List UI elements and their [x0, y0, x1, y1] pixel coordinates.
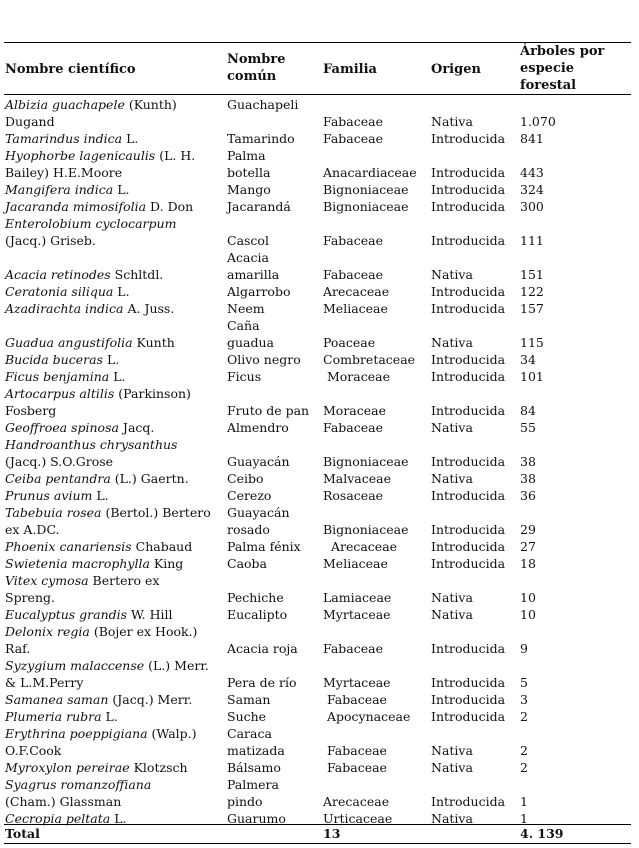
scientific-name-binomial: Phoenix canariensis: [5, 539, 132, 554]
scientific-name-author: L.: [113, 182, 130, 197]
table-row: [4, 266, 631, 283]
common-name-line2: Pechiche: [227, 590, 284, 605]
scientific-name: [5, 776, 225, 793]
scientific-name-author: Bertero ex: [88, 573, 160, 588]
scientific-name-binomial: Swietenia macrophylla: [5, 556, 150, 571]
scientific-name-author-line2: Fosberg: [5, 403, 57, 418]
header-common-name-line1: Nombre: [227, 52, 286, 67]
scientific-name: [5, 572, 225, 589]
table-row: [4, 300, 631, 317]
origin-cell: Introducida: [431, 403, 506, 418]
common-name: Caña: [227, 318, 260, 333]
scientific-name-author: L.: [92, 488, 109, 503]
common-name: Palmera: [227, 777, 279, 792]
common-name-line2: Cascol: [227, 233, 269, 248]
table-row: [4, 504, 631, 538]
scientific-name-author: (Walp.): [147, 726, 197, 741]
scientific-name-binomial: Eucalyptus grandis: [5, 607, 128, 622]
table-row: [4, 385, 631, 419]
scientific-name: [5, 657, 225, 674]
scientific-name-binomial: Hyophorbe lagenicaulis: [5, 148, 156, 163]
scientific-name-author: (Jacq.) Merr.: [108, 692, 193, 707]
origin-cell: Introducida: [431, 131, 506, 146]
scientific-name: [5, 708, 225, 725]
scientific-name: [5, 198, 225, 215]
scientific-name: [5, 300, 225, 317]
scientific-name-author: W. Hill: [127, 607, 173, 622]
scientific-name-binomial: Tamarindus indica: [5, 131, 123, 146]
scientific-name: [5, 130, 225, 147]
origin-cell: Introducida: [431, 369, 506, 384]
scientific-name-author: Klotzsch: [129, 760, 188, 775]
scientific-name: [5, 368, 225, 385]
scientific-name-author: L.: [102, 352, 120, 367]
scientific-name-binomial: Albizia guachapele: [5, 97, 125, 112]
common-name: Saman: [227, 692, 271, 707]
origin-cell: Introducida: [431, 692, 506, 707]
origin-cell: Introducida: [431, 165, 506, 180]
family-cell: Combretaceae: [323, 352, 416, 367]
scientific-name-author: (L. H.: [155, 148, 196, 163]
table-row: [4, 759, 631, 776]
origin-cell: Introducida: [431, 556, 506, 571]
tree-count-cell: 300: [520, 199, 544, 214]
family-cell: Fabaceae: [323, 641, 383, 656]
scientific-name-binomial: Ceratonia siliqua: [5, 284, 114, 299]
scientific-name-binomial: Cecropia peltata: [5, 811, 111, 826]
table-row: [4, 198, 631, 215]
family-cell: Myrtaceae: [323, 607, 391, 622]
scientific-name-author: (L.) Gaertn.: [110, 471, 189, 486]
common-name: Caoba: [227, 556, 267, 571]
scientific-name-author-line2: Dugand: [5, 114, 55, 129]
common-name: Guayacán: [227, 505, 290, 520]
table-row: [4, 470, 631, 487]
common-name-line2: botella: [227, 165, 271, 180]
family-cell: Fabaceae: [323, 233, 383, 248]
scientific-name-binomial: Vitex cymosa: [5, 573, 89, 588]
origin-cell: Introducida: [431, 522, 506, 537]
scientific-name-author-line2: Bailey) H.E.Moore: [5, 165, 123, 180]
scientific-name-binomial: Delonix regia: [5, 624, 90, 639]
scientific-name-author: Kunth: [132, 335, 175, 350]
scientific-name-author: (Bojer ex Hook.): [89, 624, 198, 639]
table-row: [4, 606, 631, 623]
tree-count-cell: 841: [520, 131, 544, 146]
scientific-name-author-line2: (Cham.) Glassman: [5, 794, 122, 809]
scientific-name: [5, 147, 225, 164]
header-trees-line3: forestal: [520, 78, 577, 93]
header-family: Familia: [323, 62, 377, 77]
table-row: [4, 725, 631, 759]
tree-count-cell: 10: [520, 607, 536, 622]
tree-count-cell: 36: [520, 488, 536, 503]
origin-cell: Introducida: [431, 301, 506, 316]
tree-count-cell: 3: [520, 692, 528, 707]
scientific-name-binomial: Syzygium malaccense: [5, 658, 145, 673]
scientific-name-binomial: Enterolobium cyclocarpum: [5, 216, 177, 231]
scientific-name: [5, 215, 225, 232]
origin-cell: Introducida: [431, 454, 506, 469]
tree-count-cell: 27: [520, 539, 536, 554]
scientific-name: [5, 385, 225, 402]
family-cell: Arecaceae: [323, 539, 398, 554]
tree-count-cell: 1: [520, 794, 528, 809]
common-name: Palma fénix: [227, 539, 301, 554]
family-cell: Fabaceae: [323, 420, 383, 435]
family-cell: Anacardiaceae: [323, 165, 417, 180]
tree-count-cell: 157: [520, 301, 544, 316]
scientific-name-author-line2: ex A.DC.: [5, 522, 60, 537]
common-name: Olivo negro: [227, 352, 301, 367]
origin-cell: Nativa: [431, 420, 473, 435]
origin-cell: Nativa: [431, 743, 473, 758]
scientific-name: [5, 436, 225, 453]
scientific-name-author: Chabaud: [131, 539, 193, 554]
tree-count-cell: 1: [520, 811, 528, 826]
origin-cell: Introducida: [431, 284, 506, 299]
origin-cell: Nativa: [431, 471, 473, 486]
tree-count-cell: 84: [520, 403, 536, 418]
scientific-name: [5, 419, 225, 436]
family-cell: Fabaceae: [323, 114, 383, 129]
common-name: Guarumo: [227, 811, 286, 826]
origin-cell: Nativa: [431, 811, 473, 826]
scientific-name: [5, 623, 225, 640]
family-cell: Fabaceae: [323, 267, 383, 282]
scientific-name: [5, 759, 225, 776]
family-cell: Bignoniaceae: [323, 199, 409, 214]
family-cell: Arecaceae: [323, 284, 390, 299]
total-trees: 4. 139: [520, 826, 564, 841]
scientific-name-author-line2: (Jacq.) S.O.Grose: [5, 454, 114, 469]
family-cell: Apocynaceae: [323, 709, 411, 724]
origin-cell: Introducida: [431, 488, 506, 503]
common-name-line2: pindo: [227, 794, 263, 809]
scientific-name-binomial: Plumeria rubra: [5, 709, 102, 724]
tree-count-cell: 324: [520, 182, 544, 197]
scientific-name: [5, 555, 225, 572]
scientific-name-author: Schltdl.: [110, 267, 164, 282]
scientific-name-binomial: Prunus avium: [5, 488, 93, 503]
table-row: [4, 623, 631, 657]
scientific-name-binomial: Guadua angustifolia: [5, 335, 133, 350]
scientific-name: [5, 351, 225, 368]
table-row: [4, 419, 631, 436]
scientific-name: [5, 181, 225, 198]
table-row: [4, 708, 631, 725]
family-cell: Poaceae: [323, 335, 376, 350]
origin-cell: Introducida: [431, 182, 506, 197]
scientific-name: [5, 725, 225, 742]
origin-cell: Introducida: [431, 675, 506, 690]
common-name: Bálsamo: [227, 760, 281, 775]
family-cell: Bignoniaceae: [323, 522, 409, 537]
scientific-name-author: (L.) Merr.: [144, 658, 209, 673]
table-row: [4, 215, 631, 249]
table-row: [4, 572, 631, 606]
family-cell: Meliaceae: [323, 556, 388, 571]
scientific-name-binomial: Geoffroea spinosa: [5, 420, 119, 435]
origin-cell: Nativa: [431, 607, 473, 622]
scientific-name: [5, 283, 225, 300]
scientific-name: [5, 691, 225, 708]
table-row: [4, 249, 631, 266]
tree-count-cell: 38: [520, 454, 536, 469]
scientific-name-binomial: Syagrus romanzoffiana: [5, 777, 152, 792]
header-bottom-rule: [4, 94, 631, 95]
family-cell: Urticaceae: [323, 811, 393, 826]
header-origin: Origen: [431, 62, 481, 77]
common-name: Ceibo: [227, 471, 264, 486]
family-cell: Bignoniaceae: [323, 454, 409, 469]
scientific-name: [5, 487, 225, 504]
scientific-name-author: (Bertol.) Bertero: [101, 505, 211, 520]
header-trees-line2: especie: [520, 61, 575, 76]
origin-cell: Introducida: [431, 709, 506, 724]
scientific-name-author: A. Juss.: [123, 301, 175, 316]
family-cell: Lamiaceae: [323, 590, 392, 605]
table-row: [4, 538, 631, 555]
scientific-name-author: L.: [110, 811, 127, 826]
table-row: [4, 351, 631, 368]
scientific-name: [5, 334, 225, 351]
common-name-line2: Acacia roja: [227, 641, 298, 656]
table-row: [4, 317, 631, 334]
table-row: [4, 96, 631, 130]
common-name: Guachapeli: [227, 97, 299, 112]
scientific-name-author: L.: [113, 284, 130, 299]
tree-count-cell: 111: [520, 233, 544, 248]
tree-count-cell: 2: [520, 709, 528, 724]
scientific-name-binomial: Erythrina poeppigiana: [5, 726, 148, 741]
total-label: Total: [5, 826, 40, 841]
scientific-name-binomial: Azadirachta indica: [5, 301, 124, 316]
tree-count-cell: 115: [520, 335, 544, 350]
family-cell: Malvaceae: [323, 471, 392, 486]
table-row: [4, 691, 631, 708]
common-name: Mango: [227, 182, 271, 197]
tree-count-cell: 18: [520, 556, 536, 571]
scientific-name: [5, 470, 225, 487]
origin-cell: Introducida: [431, 199, 506, 214]
tree-count-cell: 38: [520, 471, 536, 486]
family-cell: Arecaceae: [323, 794, 390, 809]
common-name: Acacia: [227, 250, 269, 265]
common-name: Neem: [227, 301, 265, 316]
scientific-name-binomial: Artocarpus altilis: [5, 386, 115, 401]
tree-count-cell: 34: [520, 352, 536, 367]
scientific-name-author: King: [149, 556, 184, 571]
common-name: Tamarindo: [227, 131, 295, 146]
table-row: [4, 181, 631, 198]
origin-cell: Introducida: [431, 539, 506, 554]
scientific-name-binomial: Samanea saman: [5, 692, 109, 707]
table-row: [4, 334, 631, 351]
scientific-name-author-line2: & L.M.Perry: [5, 675, 84, 690]
family-cell: Meliaceae: [323, 301, 388, 316]
family-cell: Fabaceae: [323, 131, 383, 146]
common-name: Caraca: [227, 726, 272, 741]
origin-cell: Nativa: [431, 267, 473, 282]
table-row: [4, 283, 631, 300]
table-row: [4, 487, 631, 504]
tree-count-cell: 122: [520, 284, 544, 299]
scientific-name-binomial: Mangifera indica: [5, 182, 114, 197]
scientific-name-author-line2: Spreng.: [5, 590, 55, 605]
common-name-line2: matizada: [227, 743, 285, 758]
scientific-name-author-line2: O.F.Cook: [5, 743, 62, 758]
scientific-name-author: L.: [109, 369, 126, 384]
scientific-name-binomial: Acacia retinodes: [5, 267, 111, 282]
tree-count-cell: 443: [520, 165, 544, 180]
origin-cell: Introducida: [431, 352, 506, 367]
scientific-name-author: L.: [101, 709, 118, 724]
family-cell: Fabaceae: [323, 760, 387, 775]
family-cell: Bignoniaceae: [323, 182, 409, 197]
common-name: Ficus: [227, 369, 262, 384]
scientific-name: [5, 96, 225, 113]
scientific-name-author: Jacq.: [118, 420, 155, 435]
scientific-name-binomial: Tabebuia rosea: [5, 505, 102, 520]
common-name-line2: Fruto de pan: [227, 403, 310, 418]
scientific-name-author-line2: (Jacq.) Griseb.: [5, 233, 96, 248]
common-name-line2: Pera de río: [227, 675, 297, 690]
scientific-name-author: (Parkinson): [114, 386, 191, 401]
scientific-name-author-line2: Raf.: [5, 641, 31, 656]
common-name: Eucalipto: [227, 607, 288, 622]
family-cell: Fabaceae: [323, 692, 387, 707]
family-cell: Myrtaceae: [323, 675, 391, 690]
common-name: Almendro: [227, 420, 289, 435]
origin-cell: Introducida: [431, 641, 506, 656]
total-row: [4, 824, 631, 844]
scientific-name: [5, 504, 225, 521]
table-row: [4, 776, 631, 810]
header-trees-line1: Árboles por: [520, 44, 605, 59]
common-name: Palma: [227, 148, 266, 163]
header-common-name-line2: común: [227, 69, 277, 84]
common-name: Algarrobo: [227, 284, 291, 299]
scientific-name: [5, 538, 225, 555]
family-cell: Moraceae: [323, 403, 387, 418]
scientific-name-binomial: Myroxylon pereirae: [5, 760, 130, 775]
origin-cell: Introducida: [431, 794, 506, 809]
table-row: [4, 147, 631, 181]
scientific-name-binomial: Ceiba pentandra: [5, 471, 111, 486]
tree-count-cell: 10: [520, 590, 536, 605]
family-cell: Fabaceae: [323, 743, 387, 758]
table-row: [4, 555, 631, 572]
total-families: 13: [323, 826, 341, 841]
table-row: [4, 368, 631, 385]
scientific-name-binomial: Jacaranda mimosifolia: [5, 199, 147, 214]
tree-count-cell: 9: [520, 641, 528, 656]
scientific-name-binomial: Ficus benjamina: [5, 369, 110, 384]
common-name: Suche: [227, 709, 267, 724]
tree-count-cell: 2: [520, 743, 528, 758]
table-row: [4, 436, 631, 470]
table-row: [4, 130, 631, 147]
scientific-name-binomial: Bucida buceras: [5, 352, 103, 367]
family-cell: Rosaceae: [323, 488, 384, 503]
origin-cell: Nativa: [431, 114, 473, 129]
header-scientific-name: Nombre científico: [5, 62, 136, 77]
family-cell: Moraceae: [323, 369, 390, 384]
tree-count-cell: 101: [520, 369, 544, 384]
tree-count-cell: 2: [520, 760, 528, 775]
tree-count-cell: 151: [520, 267, 544, 282]
tree-count-cell: 29: [520, 522, 536, 537]
scientific-name-author: (Kunth): [124, 97, 177, 112]
origin-cell: Nativa: [431, 590, 473, 605]
origin-cell: Nativa: [431, 760, 473, 775]
scientific-name-binomial: Handroanthus chrysanthus: [5, 437, 178, 452]
tree-count-cell: 55: [520, 420, 536, 435]
common-name: Jacarandá: [227, 199, 291, 214]
common-name-line2: Guayacán: [227, 454, 290, 469]
common-name: guadua: [227, 335, 275, 350]
tree-count-cell: 5: [520, 675, 528, 690]
common-name: amarilla: [227, 267, 280, 282]
origin-cell: Introducida: [431, 233, 506, 248]
scientific-name-author: L.: [122, 131, 139, 146]
common-name: Cerezo: [227, 488, 272, 503]
table-header: [4, 42, 631, 94]
tree-count-cell: 1.070: [520, 114, 556, 129]
scientific-name: [5, 266, 225, 283]
scientific-name-author: D. Don: [146, 199, 194, 214]
scientific-name: [5, 606, 225, 623]
common-name-line2: rosado: [227, 522, 270, 537]
table-row: [4, 657, 631, 691]
origin-cell: Nativa: [431, 335, 473, 350]
